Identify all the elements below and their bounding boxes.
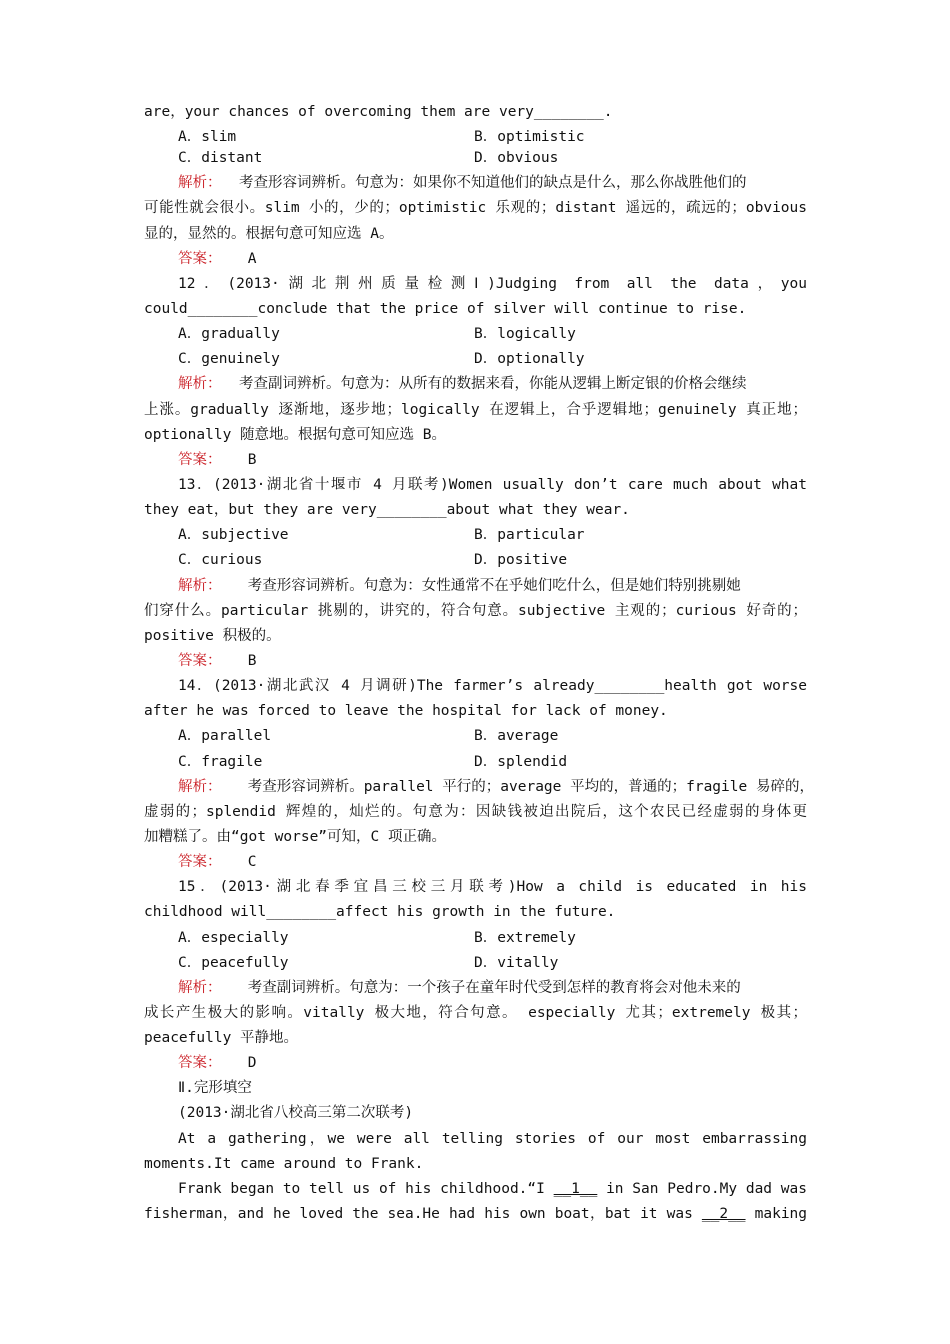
q11-analysis-line-2: 可能性就会很小。slim 小的，少的；optimistic 乐观的；distant 遥远的，疏远的；obvious — [144, 200, 807, 217]
q11-option-c: C．distant — [178, 150, 263, 167]
q13-analysis-line-3: positive 积极的。 — [144, 627, 281, 644]
q11-option-b: B．optimistic — [474, 129, 585, 146]
q13-option-c: C．curious — [178, 552, 263, 569]
q12-analysis-line-3: optionally 随意地。根据句意可知应选 B。 — [144, 426, 446, 443]
q15-analysis-line-2: 成长产生极大的影响。vitally 极大地，符合句意。 especially 尤其；extremely 极其； — [144, 1004, 807, 1021]
answer-value: D — [247, 1055, 257, 1072]
section-source: (2013·湖北省八校高三第二次联考) — [178, 1105, 414, 1122]
q13-option-a: A．subjective — [178, 527, 289, 544]
analysis-text: 考查副词辨析。句意为：一个孩子在童年时代受到怎样的教育将会对他未来的 — [247, 979, 741, 996]
answer-label: 答案： — [178, 1055, 222, 1072]
document-page — [144, 100, 814, 1227]
q11-options-row-2 — [144, 146, 807, 171]
q13-options-row-1 — [144, 523, 807, 548]
cloze-blank-2: __2__ — [701, 1206, 746, 1223]
answer-value: B — [247, 451, 257, 468]
q14-option-a: A．parallel — [178, 728, 272, 745]
q14-analysis-line-2: 虚弱的；splendid 辉煌的，灿烂的。句意为：因缺钱被迫出院后，这个农民已经虚弱的身体更 — [144, 803, 807, 820]
q12-analysis-line-1 — [144, 372, 807, 397]
q12-option-c: C．genuinely — [178, 351, 280, 368]
q13-option-d: D．positive — [474, 552, 568, 569]
answer-label: 答案： — [178, 451, 222, 468]
q15-answer — [144, 1051, 807, 1076]
q11-analysis-line-3: 显的，显然的。根据句意可知应选 A。 — [144, 225, 394, 242]
passage-para2-line-2 — [144, 1202, 807, 1227]
q13-stem-line-2: they eat，but they are very________about what they wear. — [144, 502, 630, 519]
q12-stem-line-2: could________conclude that the price of silver will continue to rise. — [144, 300, 747, 317]
q13-stem-line-1: 13．(2013·湖北省十堰市 4 月联考)Women usually don’t care much about what — [178, 476, 807, 493]
answer-label: 答案： — [178, 652, 222, 669]
q15-stem-line-2: childhood will________affect his growth in the future. — [144, 904, 616, 921]
passage-text: making — [754, 1206, 807, 1223]
answer-label: 答案： — [178, 854, 222, 871]
q12-options-row-1 — [144, 322, 807, 347]
analysis-label: 解析： — [178, 979, 222, 996]
passage-text: Frank began to tell us of his childhood.“I — [178, 1180, 545, 1197]
q15-analysis-line-3: peacefully 平静地。 — [144, 1030, 299, 1047]
q15-option-a: A．especially — [178, 929, 289, 946]
q11-option-d: D．obvious — [474, 150, 559, 167]
q11-option-a: A．slim — [178, 129, 237, 146]
q12-answer — [144, 448, 807, 473]
q14-analysis-line-3: 加糟糕了。由“got worse”可知，C 项正确。 — [144, 828, 446, 845]
q15-options-row-1 — [144, 926, 807, 951]
q13-analysis-line-2: 们穿什么。particular 挑剔的，讲究的，符合句意。subjective 主观的；curious 好奇的； — [144, 602, 807, 619]
q15-option-d: D．vitally — [474, 954, 559, 971]
q14-stem-line-2: after he was forced to leave the hospital for lack of money. — [144, 703, 668, 720]
analysis-label: 解析： — [178, 175, 222, 192]
q14-options-row-1 — [144, 724, 807, 749]
q14-answer — [144, 850, 807, 875]
q11-answer — [144, 247, 807, 272]
q15-options-row-2 — [144, 951, 807, 976]
analysis-text: 考查形容词辨析。parallel 平行的；average 平均的，普通的；fragile 易碎的， — [247, 778, 814, 795]
analysis-label: 解析： — [178, 577, 222, 594]
passage-para2-line-1 — [144, 1177, 807, 1202]
analysis-text: 考查形容词辨析。句意为：如果你不知道他们的缺点是什么，那么你战胜他们的 — [238, 175, 747, 192]
q12-stem-line-1: 12．(2013·湖北荆州质量检测Ⅰ)Judging from all the data，you — [178, 275, 807, 292]
cloze-blank-1: __1__ — [553, 1180, 598, 1197]
passage-para1-line-2: moments.It came around to Frank. — [144, 1155, 424, 1172]
q14-stem-line-1: 14．(2013·湖北武汉 4 月调研)The farmer’s already________health got worse — [178, 678, 807, 695]
analysis-text: 考查形容词辨析。句意为：女性通常不在乎她们吃什么，但是她们特别挑剔她 — [247, 577, 741, 594]
answer-label: 答案： — [178, 250, 222, 267]
passage-para1-line-1: At a gathering，we were all telling stories of our most embarrassing — [178, 1130, 807, 1147]
q14-option-b: B．average — [474, 728, 559, 745]
q15-option-b: B．extremely — [474, 929, 576, 946]
q12-option-a: A．gradually — [178, 326, 280, 343]
analysis-label: 解析： — [178, 778, 222, 795]
passage-text: in San Pedro.My dad was — [606, 1180, 807, 1197]
q12-options-row-2 — [144, 347, 807, 372]
q14-options-row-2 — [144, 750, 807, 775]
answer-value: C — [247, 854, 257, 871]
q13-option-b: B．particular — [474, 527, 585, 544]
q11-analysis-line-1 — [144, 171, 807, 196]
q12-option-b: B．logically — [474, 326, 576, 343]
answer-value: B — [247, 652, 257, 669]
analysis-label: 解析： — [178, 376, 222, 393]
passage-text: fisherman，and he loved the sea.He had his own boat，bat it was — [144, 1206, 693, 1223]
q11-stem: are，your chances of overcoming them are very________. — [144, 104, 613, 120]
q13-options-row-2 — [144, 548, 807, 573]
section-heading: Ⅱ.完形填空 — [178, 1080, 252, 1097]
analysis-text: 考查副词辨析。句意为：从所有的数据来看，你能从逻辑上断定银的价格会继续 — [238, 376, 747, 393]
q11-options-row-1 — [144, 125, 807, 146]
q14-option-d: D．splendid — [474, 753, 568, 770]
q15-option-c: C．peacefully — [178, 954, 289, 971]
q15-analysis-line-1 — [144, 976, 807, 1001]
q14-analysis-line-1 — [144, 775, 814, 800]
q13-analysis-line-1 — [144, 574, 807, 599]
q13-answer — [144, 649, 807, 674]
q15-stem-line-1: 15．(2013·湖北春季宜昌三校三月联考)How a child is educated in his — [178, 879, 807, 896]
q12-analysis-line-2: 上涨。gradually 逐渐地，逐步地；logically 在逻辑上，合乎逻辑地；genuinely 真正地； — [144, 401, 807, 418]
q12-option-d: D．optionally — [474, 351, 585, 368]
answer-value: A — [247, 250, 257, 267]
q14-option-c: C．fragile — [178, 753, 263, 770]
